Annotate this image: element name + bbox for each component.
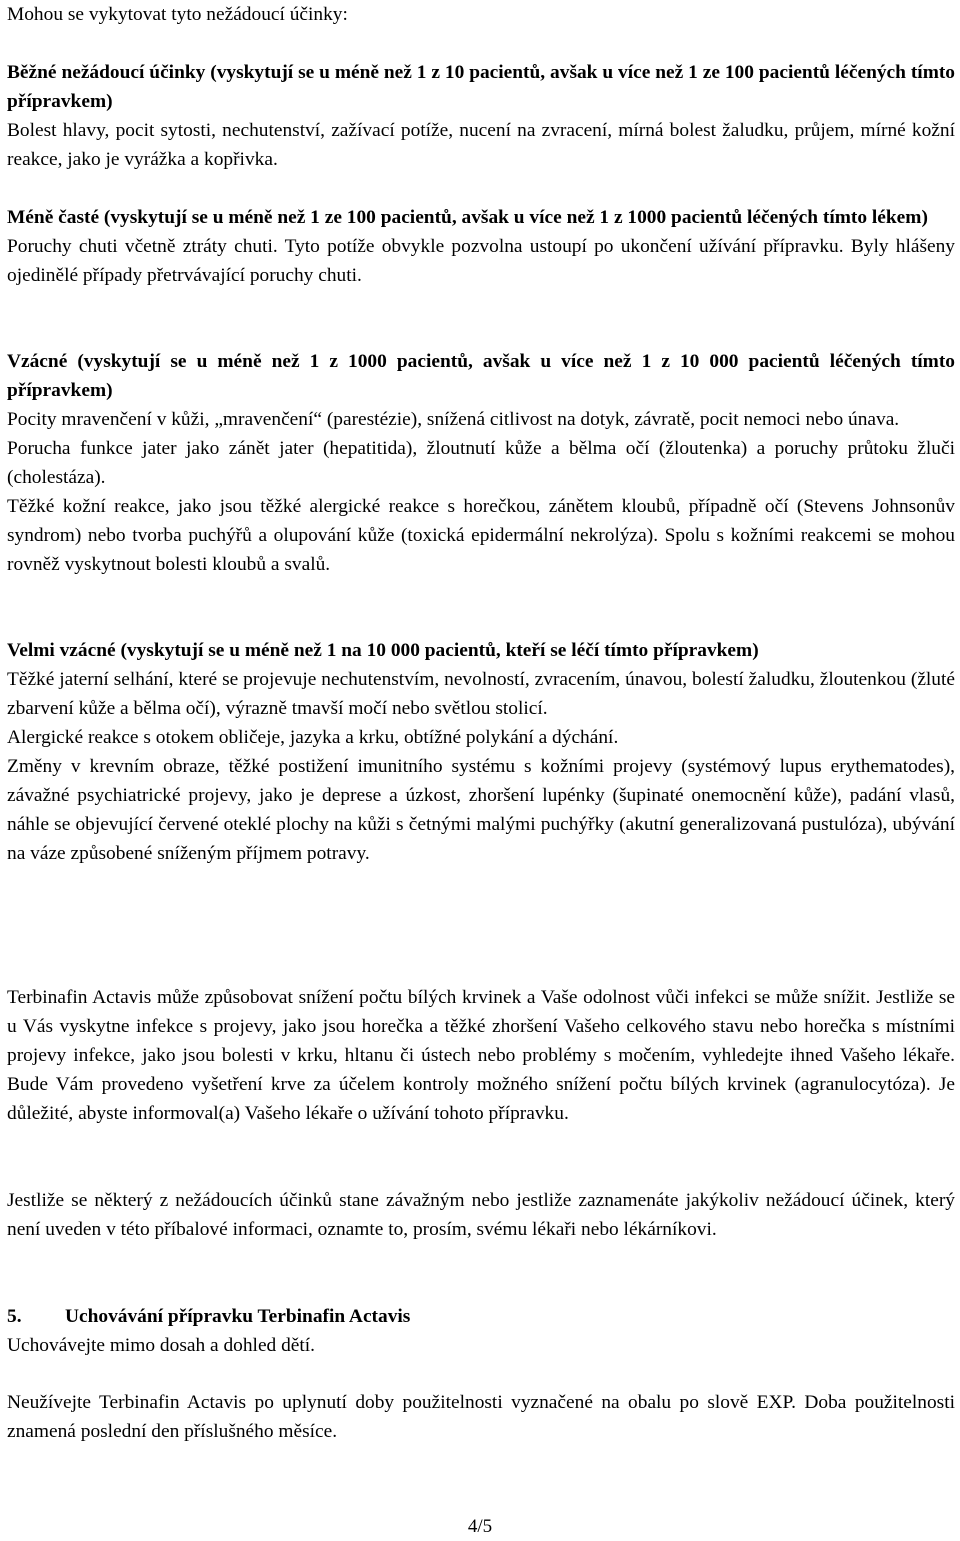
- rare-effects-paragraph: Porucha funkce jater jako zánět jater (hepatitida), žloutnutí kůže a bělma očí (žloutenka) a poruchy průtoku žluči (cholestáza).: [7, 438, 955, 488]
- expiry-text: Neužívejte Terbinafin Actavis po uplynutí doby použitelnosti vyznačené na obalu po slově EXP. Doba použitelnosti znamená poslední den příslušného měsíce.: [7, 1392, 955, 1442]
- section-reporting: [7, 1186, 955, 1244]
- intro-line: Mohou se vykytovat tyto nežádoucí účinky:: [7, 4, 348, 25]
- common-effects-text: Bolest hlavy, pocit sytosti, nechutenství, zažívací potíže, nucení na zvracení, mírná bolest žaludku, průjem, mírné kožní reakce, jako je vyrážka a kopřivka.: [7, 120, 955, 170]
- section-storage: [7, 1302, 955, 1360]
- rare-effects-heading: Vzácné (vyskytují se u méně než 1 z 1000 pacientů, avšak u více než 1 z 10 000 pacientů léčených tímto přípravkem): [7, 351, 955, 401]
- page-number: 4/5: [467, 1516, 493, 1537]
- storage-heading-number: 5.: [7, 1306, 22, 1327]
- common-effects-heading: Běžné nežádoucí účinky (vyskytují se u méně než 1 z 10 pacientů, avšak u více než 1 ze 100 pacientů léčených tímto přípravkem): [7, 62, 955, 112]
- storage-text: Uchovávejte mimo dosah a dohled dětí.: [7, 1335, 316, 1356]
- storage-heading: [7, 1302, 955, 1331]
- rare-effects-paragraph: Těžké kožní reakce, jako jsou těžké alergické reakce s horečkou, zánětem kloubů, případně očí (Stevens Johnsonův syndrom) nebo tvorba puchýřů a olupování kůže (toxická epidermální nekrolýza). Spolu s kožními reakcemi se mohou rovněž vyskytnout bolesti kloubů a svalů.: [7, 496, 955, 575]
- uncommon-effects-text: Poruchy chuti včetně ztráty chuti. Tyto potíže obvykle pozvolna ustoupí po ukončení užívání přípravku. Byly hlášeny ojedinělé případy přetrvávající poruchy chuti.: [7, 236, 955, 286]
- uncommon-effects-heading: Méně časté (vyskytují se u méně než 1 ze 100 pacientů, avšak u více než 1 z 1000 pacientů léčených tímto lékem): [7, 207, 928, 228]
- rare-effects-paragraph: Pocity mravenčení v kůži, „mravenčení“ (parestézie), snížená citlivost na dotyk, závratě, pocit nemoci nebo únava.: [7, 409, 900, 430]
- storage-heading-title: Uchovávání přípravku Terbinafin Actavis: [65, 1306, 411, 1327]
- section-expiry: [7, 1388, 955, 1446]
- leukocyte-warning-text: Terbinafin Actavis může způsobovat snížení počtu bílých krvinek a Vaše odolnost vůči infekci se může snížit. Jestliže se u Vás vyskytne infekce s projevy, jako jsou horečka a těžké zhoršení Vašeho celkového stavu nebo horečka s místními projevy infekce, jako jsou bolesti v krku, hltanu či ústech nebo problémy s močením, vyhledejte ihned Vašeho lékaře. Bude Vám provedeno vyšetření krve za účelem kontroly možného snížení počtu bílých krvinek (agranulocytóza). Je důležité, abyste informoval(a) Vašeho lékaře o užívání tohoto přípravku.: [7, 987, 955, 1124]
- section-leukocyte-warning: [7, 983, 955, 1128]
- section-uncommon-effects: [7, 203, 955, 290]
- very-rare-effects-paragraph: Alergické reakce s otokem obličeje, jazyka a krku, obtížné polykání a dýchání.: [7, 727, 619, 748]
- section-very-rare-effects: [7, 636, 955, 868]
- very-rare-effects-heading: Velmi vzácné (vyskytují se u méně než 1 na 10 000 pacientů, kteří se léčí tímto přípravkem): [7, 640, 759, 661]
- very-rare-effects-paragraph: Změny v krevním obraze, těžké postižení imunitního systému s kožními projevy (systémový lupus erythematodes), závažné psychiatrické projevy, jako je deprese a úzkost, zhoršení lupénky (šupinaté onemocnění kůže), padání vlasů, náhle se objevující červené oteklé plochy na kůži s četnými malými puchýřky (akutní generalizovaná pustulóza), ubývání na váze způsobené sníženým příjmem potravy.: [7, 756, 955, 864]
- section-rare-effects: [7, 347, 955, 579]
- reporting-text: Jestliže se některý z nežádoucích účinků stane závažným nebo jestliže zaznamenáte jakýkoliv nežádoucí účinek, který není uveden v této příbalové informaci, oznamte to, prosím, svému lékaři nebo lékárníkovi.: [7, 1190, 955, 1240]
- very-rare-effects-paragraph: Těžké jaterní selhání, které se projevuje nechutenstvím, nevolností, zvracením, únavou, bolestí žaludku, žloutenkou (žluté zbarvení kůže a bělma očí), výrazně tmavší močí nebo světlou stolicí.: [7, 669, 955, 719]
- section-common-effects: [7, 58, 955, 174]
